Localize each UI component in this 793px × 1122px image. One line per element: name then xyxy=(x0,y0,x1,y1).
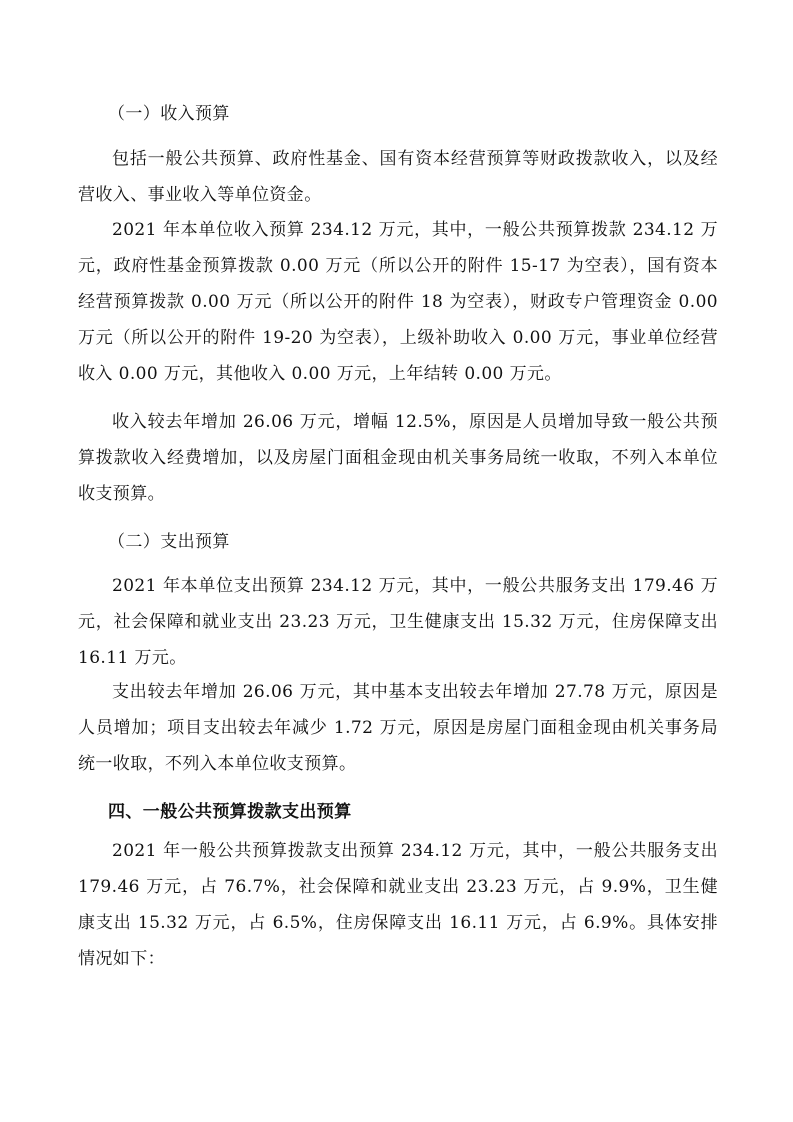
paragraph-text: 2021 年本单位收入预算 234.12 万元，其中，一般公共预算拨款 234.12 万元，政府性基金预算拨款 0.00 万元（所以公开的附件 15-17 为空表），国有资本经营预算拨款 0.00 万元（所以公开的附件 18 为空表），财政专户管理资金 0.00 万元（所以公开的附件 19-20 为空表），上级补助收入 0.00 万元，事业单位经营收入 0.00 万元，其他收入 0.00 万元，上年结转 0.00 万元。 xyxy=(78,220,718,384)
expenditure-change-paragraph xyxy=(78,674,718,782)
income-detail-paragraph xyxy=(78,212,718,392)
paragraph-text: 支出较去年增加 26.06 万元，其中基本支出较去年增加 27.78 万元，原因是人员增加；项目支出较去年减少 1.72 万元，原因是房屋门面租金现由机关事务局统一收取，不列入本单位收支预算。 xyxy=(78,682,718,774)
paragraph-text: 包括一般公共预算、政府性基金、国有资本经营预算等财政拨款收入，以及经营收入、事业收入等单位资金。 xyxy=(78,149,718,205)
income-budget-heading: （一）收入预算 xyxy=(108,104,230,124)
general-budget-paragraph xyxy=(78,833,718,977)
paragraph-text: 2021 年本单位支出预算 234.12 万元，其中，一般公共服务支出 179.46 万元，社会保障和就业支出 23.23 万元，卫生健康支出 15.32 万元，住房保障支出 16.11 万元。 xyxy=(78,576,718,668)
paragraph-text: 2021 年一般公共预算拨款支出预算 234.12 万元，其中，一般公共服务支出 179.46 万元，占 76.7%，社会保障和就业支出 23.23 万元，占 9.9%，卫生健康支出 15.32 万元，占 6.5%，住房保障支出 16.11 万元，占 6.9%。具体安排情况如下： xyxy=(78,841,718,969)
expenditure-budget-heading: （二）支出预算 xyxy=(108,532,230,552)
income-change-paragraph xyxy=(78,404,718,512)
expenditure-detail-paragraph xyxy=(78,568,718,676)
paragraph-text: 收入较去年增加 26.06 万元，增幅 12.5%，原因是人员增加导致一般公共预算拨款收入经费增加，以及房屋门面租金现由机关事务局统一收取，不列入本单位收支预算。 xyxy=(78,412,718,504)
income-intro-paragraph xyxy=(78,141,718,213)
general-budget-heading: 四、一般公共预算拨款支出预算 xyxy=(108,802,352,822)
